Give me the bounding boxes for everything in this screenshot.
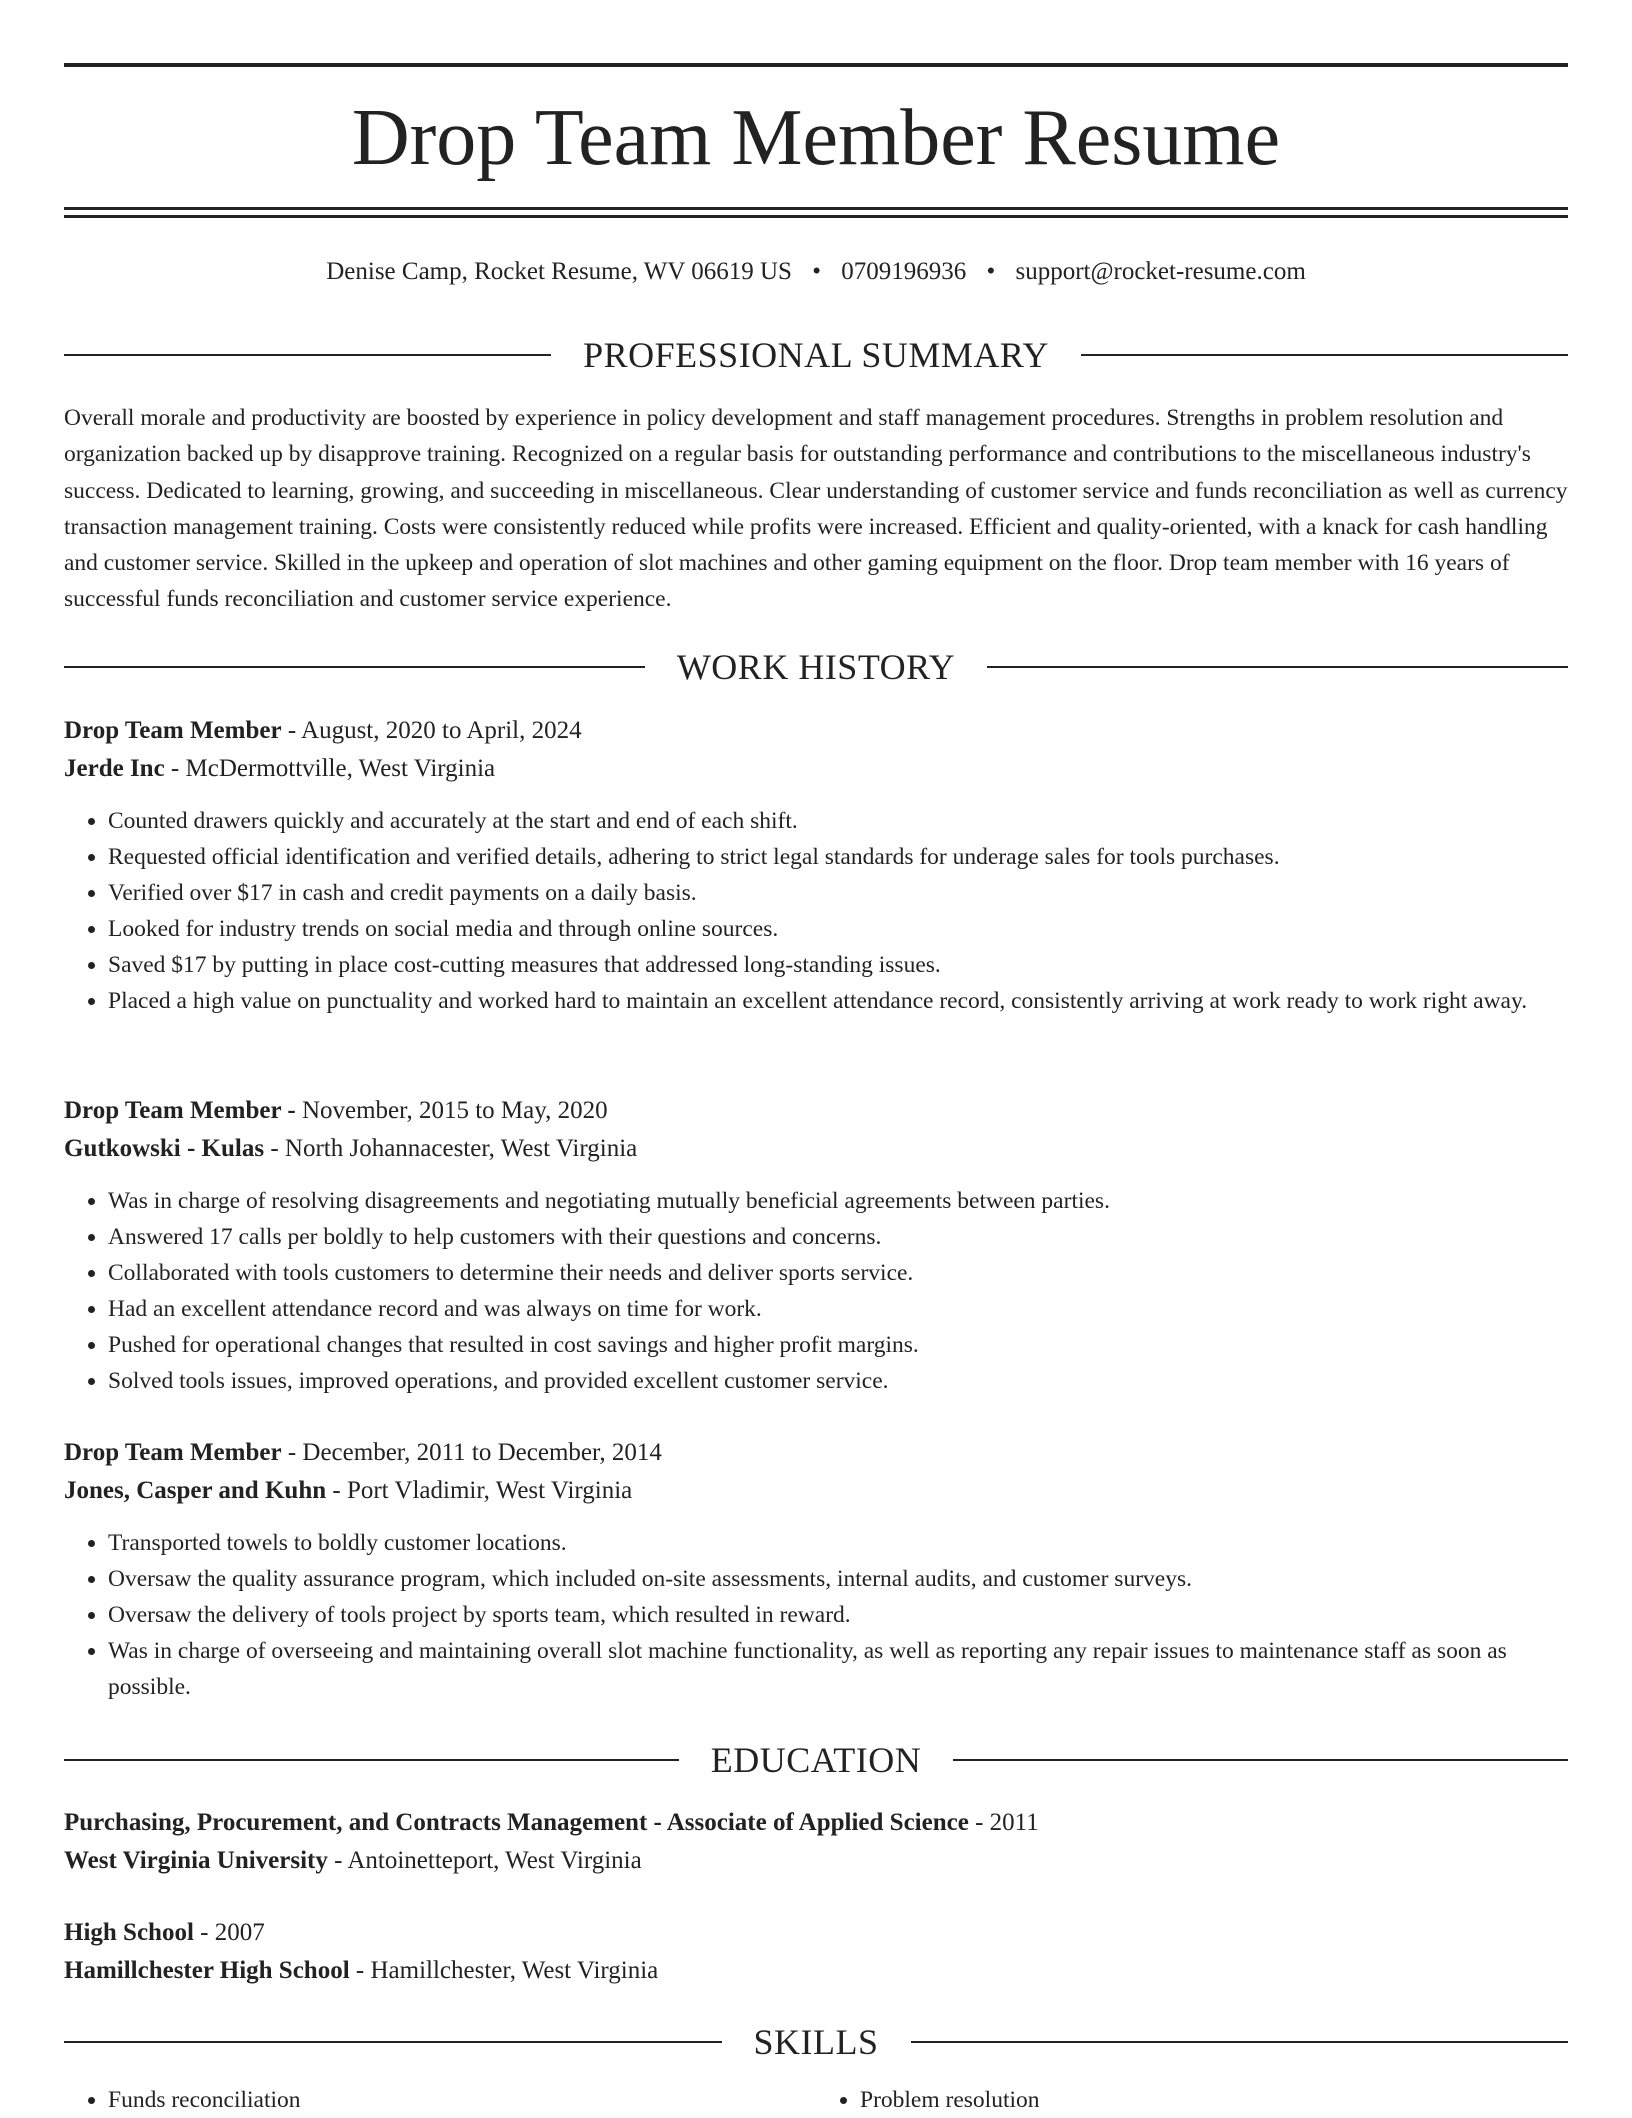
header-double-rule-upper [64, 207, 1568, 210]
education-location: - Hamillchester, West Virginia [349, 1957, 659, 1984]
education-location: - Antoinetteport, West Virginia [327, 1847, 642, 1874]
job-title: Drop Team Member [64, 1439, 282, 1466]
summary-paragraph: Overall morale and productivity are boosted by experience in policy development and staff management procedures. Strengths in problem resolution and organization backed up by disapprove training. Recognized on a regular basis for outstanding performance and contributions to the miscellaneous industry's success. Dedicated to learning, growing, and succeeding in miscellaneous. Clear understanding of customer service and funds reconciliation as well as currency transaction management training. Costs were consistently reduced while profits were increased. Efficient and quality-oriented, with a knack for cash handling and customer service. Skilled in the upkeep and operation of slot machines and other gaming equipment on the floor. Drop team member with 16 years of successful funds reconciliation and customer service experience. [64, 405, 1568, 613]
contact-separator: • [986, 258, 996, 285]
section-heading-work [64, 645, 1568, 689]
job-bullet: • Transported towels to boldly customer locations. [108, 1525, 1568, 1561]
job-bullet: • Had an excellent attendance record and was always on time for work. [108, 1291, 1568, 1327]
contact-separator: • [812, 258, 821, 285]
section-heading-skills [64, 2020, 1568, 2064]
education-degree-line [64, 1914, 1568, 1952]
education-school: Hamillchester High School [64, 1957, 350, 1984]
job-bullet: • Pushed for operational changes that resulted in cost savings and higher profit margins. [108, 1327, 1568, 1363]
section-title: WORK HISTORY [676, 647, 956, 687]
job-title: Drop Team Member - [64, 1097, 296, 1124]
job-company: Jones, Casper and Kuhn [64, 1477, 327, 1504]
education-degree: High School [64, 1919, 194, 1946]
job-bullet: • Oversaw the delivery of tools project by sports team, which resulted in reward. [108, 1597, 1568, 1633]
education-year: - 2007 [193, 1919, 265, 1946]
job-bullet: • Verified over $17 in cash and credit payments on a daily basis. [108, 875, 1568, 911]
job-dates: November, 2015 to May, 2020 [295, 1097, 608, 1124]
divider-line [1081, 354, 1568, 356]
skill-item: • Funds reconciliation [108, 2082, 816, 2118]
job-bullets [64, 1525, 1568, 1705]
job-title: Drop Team Member [64, 717, 282, 744]
job-bullet: • Solved tools issues, improved operations, and provided excellent customer service. [108, 1363, 1568, 1399]
skills-column-left [64, 2082, 816, 2118]
job-bullet: • Was in charge of resolving disagreements and negotiating mutually beneficial agreements between parties. [108, 1183, 1568, 1219]
job-bullet: • Saved $17 by putting in place cost-cutting measures that addressed long-standing issues. [108, 947, 1568, 983]
resume-title: Drop Team Member Resume [351, 94, 1281, 182]
header-double-rule-lower [64, 215, 1568, 218]
contact-email: support@rocket-resume.com [1015, 258, 1306, 285]
job-company-line [64, 750, 1568, 788]
education-entry [64, 1914, 1568, 1990]
job-bullets [64, 1183, 1568, 1399]
education-degree-line [64, 1804, 1568, 1842]
divider-line [64, 354, 551, 356]
divider-line [64, 2041, 722, 2043]
job-bullet: • Counted drawers quickly and accurately at the start and end of each shift. [108, 803, 1568, 839]
job-location: - Port Vladimir, West Virginia [326, 1477, 633, 1504]
divider-line [953, 1759, 1568, 1761]
skill-item: • Problem resolution [860, 2082, 1568, 2118]
job-company-line [64, 1130, 1568, 1168]
header-top-rule [64, 63, 1568, 67]
contact-name-address: Denise Camp, Rocket Resume, WV 06619 US [326, 258, 792, 285]
job-location: - North Johannacester, West Virginia [264, 1135, 638, 1162]
education-school-line [64, 1842, 1568, 1880]
job-bullets [64, 803, 1568, 1019]
job-bullet: • Was in charge of overseeing and maintaining overall slot machine functionality, as well as reporting any repair issues to maintenance staff as soon as possible. [108, 1633, 1568, 1705]
job-title-line [64, 1092, 1568, 1130]
job-bullet: • Placed a high value on punctuality and worked hard to maintain an excellent attendance record, consistently arriving at work ready to work right away. [108, 983, 1568, 1019]
education-school: West Virginia University [64, 1847, 328, 1874]
job-bullet: • Collaborated with tools customers to determine their needs and deliver sports service. [108, 1255, 1568, 1291]
job-title-line [64, 712, 1568, 750]
section-title: PROFESSIONAL SUMMARY [583, 335, 1049, 375]
contact-phone: 0709196936 [841, 258, 967, 285]
job-location: - McDermottville, West Virginia [164, 755, 496, 782]
education-school-line [64, 1952, 1568, 1990]
job-bullet: • Requested official identification and verified details, adhering to strict legal standards for underage sales for tools purchases. [108, 839, 1568, 875]
job-bullet: • Answered 17 calls per boldly to help customers with their questions and concerns. [108, 1219, 1568, 1255]
job-entry [64, 712, 1568, 1019]
education-degree: Purchasing, Procurement, and Contracts Management - Associate of Applied Science [64, 1809, 969, 1836]
divider-line [911, 2041, 1569, 2043]
section-heading-education [64, 1738, 1568, 1782]
section-title: EDUCATION [710, 1740, 922, 1780]
divider-line [987, 666, 1568, 668]
job-company: Gutkowski - Kulas [64, 1135, 265, 1162]
job-company: Jerde Inc [64, 755, 165, 782]
job-title-line [64, 1434, 1568, 1472]
section-heading-summary [64, 333, 1568, 377]
skills-column-right [816, 2082, 1568, 2118]
divider-line [64, 666, 645, 668]
education-entry [64, 1804, 1568, 1880]
skills-list [64, 2082, 1568, 2118]
job-entry [64, 1092, 1568, 1399]
education-year: - 2011 [968, 1809, 1039, 1836]
job-dates: - August, 2020 to April, 2024 [281, 717, 582, 744]
job-bullet: • Looked for industry trends on social media and through online sources. [108, 911, 1568, 947]
job-entry [64, 1434, 1568, 1705]
job-bullet: • Oversaw the quality assurance program, which included on-site assessments, internal audits, and customer surveys. [108, 1561, 1568, 1597]
section-title: SKILLS [753, 2022, 879, 2062]
job-company-line [64, 1472, 1568, 1510]
contact-line [64, 254, 1568, 290]
divider-line [64, 1759, 679, 1761]
job-dates: - December, 2011 to December, 2014 [281, 1439, 662, 1466]
